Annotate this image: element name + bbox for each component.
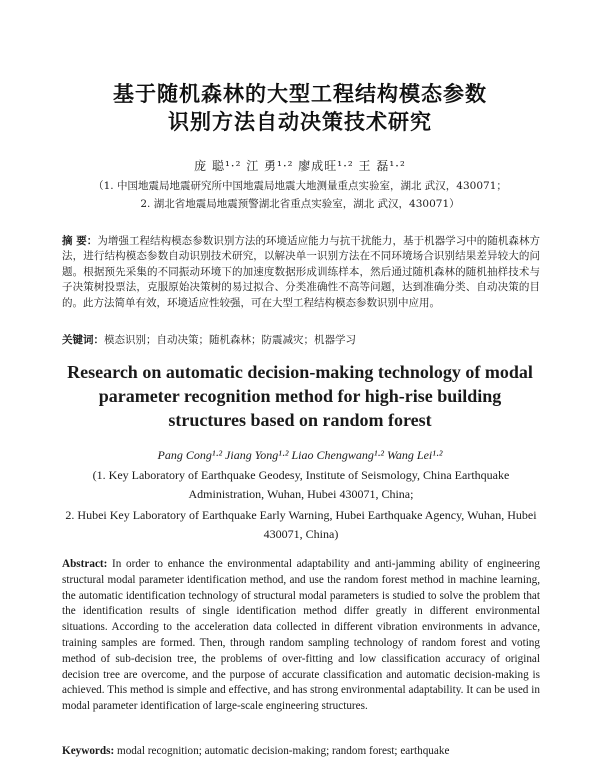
chinese-keywords xyxy=(62,332,540,347)
chinese-keywords-label: 关键词： xyxy=(62,334,104,346)
english-keywords xyxy=(62,745,540,757)
english-title-line-2: parameter recognition method for high-rise building xyxy=(98,386,502,406)
chinese-keywords-text: 模态识别；自动决策；随机森林；防震减灾；机器学习 xyxy=(104,334,356,346)
chinese-affiliation-2: 2. 湖北省地震局地震预警湖北省重点实验室，湖北 武汉，430071） xyxy=(140,198,460,210)
english-abstract-label: Abstract: xyxy=(62,558,108,570)
chinese-affiliation-1: （1. 中国地震局地震研究所中国地震局地震大地测量重点实验室，湖北 武汉，430071； xyxy=(93,180,507,192)
english-abstract-text: In order to enhance the environmental adaptability and anti-jamming ability of engineering structural modal parameter identification method, and use the random forest method in machine learning, the automatic identification technology of structural modal parameters is studied to solve the problem that the identification results of single identification method differ greatly in different environmental situations. According to the acceleration data collected in different vibration environments in advance, training samples are formed. Then, through random sampling technology of random forest and voting method of sub-decision tree, the problems of over-fitting and low classification accuracy of original decision tree are overcome, and the purpose of accurate classification and automatic decision-making is achieved. This method is simple and effective, and has strong environmental adaptability. It can be used in modal parameter identification of large-scale engineering structures. xyxy=(62,558,540,713)
chinese-abstract-label: 摘 要： xyxy=(62,235,98,247)
english-authors: Pang Cong¹·² Jiang Yong¹·² Liao Chengwang¹·² Wang Lei¹·² xyxy=(157,448,443,462)
english-keywords-label: Keywords: xyxy=(62,745,115,757)
english-affiliation-2: 2. Hubei Key Laboratory of Earthquake Early Warning, Hubei Earthquake Agency, Wuhan, Hubei 430071, China) xyxy=(65,508,537,541)
english-affiliation-1: (1. Key Laboratory of Earthquake Geodesy, Institute of Seismology, China Earthquake Administration, Wuhan, Hubei 430071, China; xyxy=(92,468,510,501)
chinese-authors: 庞 聪¹·² 江 勇¹·² 廖成旺¹·² 王 磊¹·² xyxy=(194,159,406,173)
chinese-title-line-2: 识别方法自动决策技术研究 xyxy=(168,110,432,134)
english-title-line-1: Research on automatic decision-making technology of modal xyxy=(67,362,533,382)
english-keywords-text: modal recognition; automatic decision-making; random forest; earthquake xyxy=(114,745,450,757)
english-title-line-3: structures based on random forest xyxy=(168,410,432,430)
chinese-abstract xyxy=(62,234,540,311)
english-abstract xyxy=(62,557,540,715)
chinese-abstract-text: 为增强工程结构模态参数识别方法的环境适应能力与抗干扰能力，基于机器学习中的随机森林方法，进行结构模态参数自动识别技术研究，以解决单一识别方法在不同环境场合识别结果差异较大的问题。根据预先采集的不同振动环境下的加速度数据形成训练样本，然后通过随机森林的随机抽样技术与子决策树投票法，克服原始决策树的易过拟合、分类准确性不高等问题，达到准确分类、自动决策的目的。此方法简单有效，环境适应性较强，可在大型工程结构模态参数识别中应用。 xyxy=(62,235,541,309)
chinese-title-line-1: 基于随机森林的大型工程结构模态参数 xyxy=(113,82,487,106)
